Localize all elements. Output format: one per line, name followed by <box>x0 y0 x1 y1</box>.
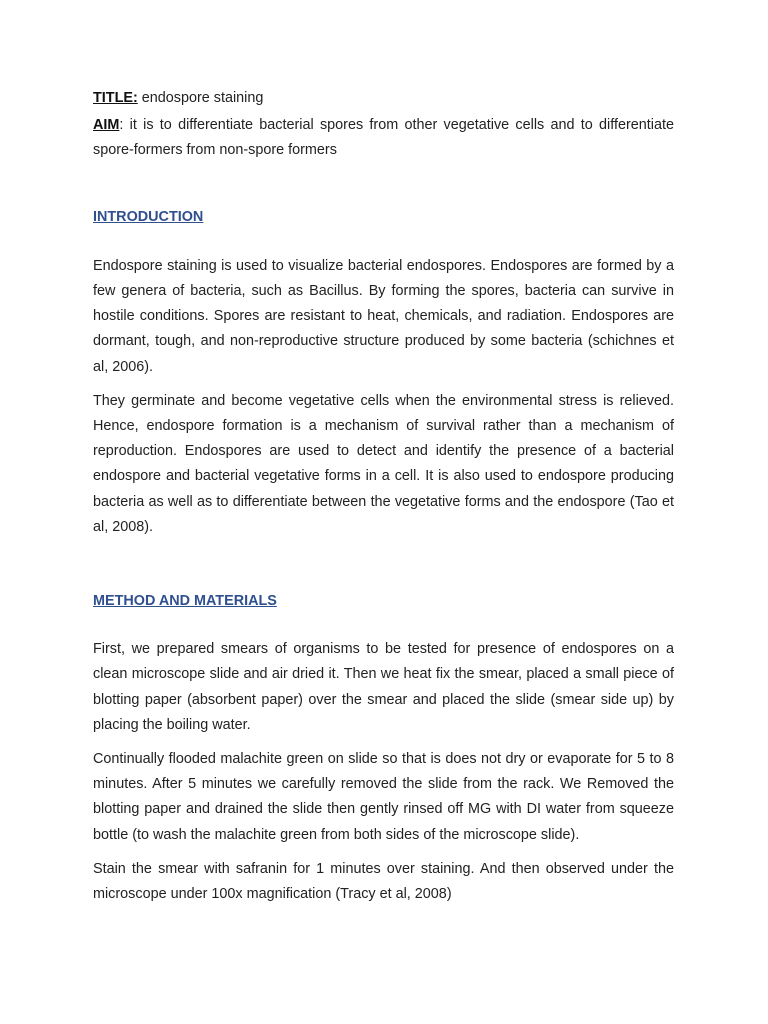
methods-paragraph-2: Continually flooded malachite green on slide so that is does not dry or evaporate for 5 to 8 minutes. After 5 minutes we carefully removed the slide from the rack. We Removed the blotting paper and drained the slide then gently rinsed off MG with DI water from squeeze bottle (to wash the malachite green from both sides of the microscope slide). <box>93 751 674 843</box>
document-page <box>93 86 674 907</box>
title-label: TITLE: <box>93 90 138 106</box>
title-line <box>93 86 674 111</box>
methods-paragraph-3: Stain the smear with safranin for 1 minutes over staining. And then observed under the microscope under 100x magnification (Tracy et al, 2008) <box>93 860 674 903</box>
aim-label: AIM <box>93 117 120 134</box>
aim-line <box>93 113 674 163</box>
methods-heading: METHOD AND MATERIALS <box>93 593 277 610</box>
introduction-paragraph-2: They germinate and become vegetative cells when the environmental stress is relieved. Hence, endospore formation is a mechanism of survival rather than a mechanism of reproduction. Endospores are used to detect and identify the presence of a bacterial endospore and bacterial vegetative forms in a cell. It is also used to endospore producing bacteria as well as to differentiate between the vegetative forms and the endospore (Tao et al, 2008). <box>93 392 674 535</box>
introduction-heading: INTRODUCTION <box>93 208 204 225</box>
methods-paragraph-1: First, we prepared smears of organisms to be tested for presence of endospores on a clean microscope slide and air dried it. Then we heat fix the smear, placed a small piece of blotting paper (absorbent paper) over the smear and placed the slide (smear side up) by placing the boiling water. <box>93 641 674 733</box>
aim-value: : it is to differentiate bacterial spores from other vegetative cells and to differentiate spore-formers from non-spore formers <box>93 117 674 159</box>
introduction-paragraph-1: Endospore staining is used to visualize bacterial endospores. Endospores are formed by a few genera of bacteria, such as Bacillus. By forming the spores, bacteria can survive in hostile conditions. Spores are resistant to heat, chemicals, and radiation. Endospores are dormant, tough, and non-reproductive structure produced by some bacteria (schichnes et al, 2006). <box>93 257 674 375</box>
title-value: endospore staining <box>137 90 264 106</box>
